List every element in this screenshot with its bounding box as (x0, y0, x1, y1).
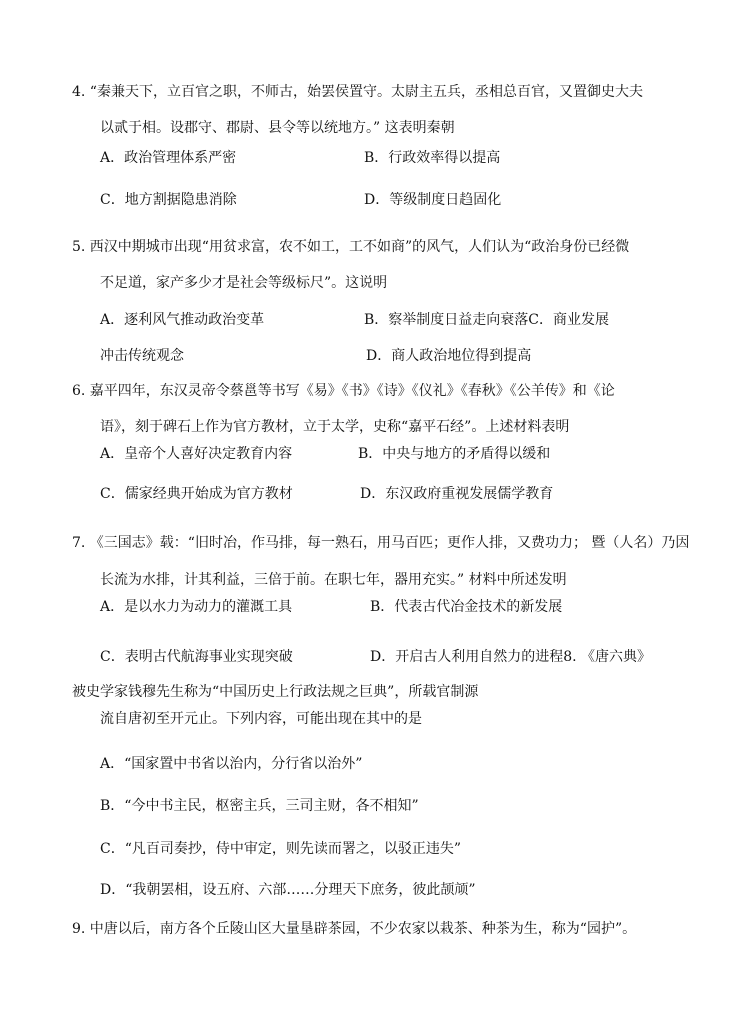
q8-stem-line-3: 流自唐初至开元止。下列内容，可能出现在其中的是 (100, 711, 422, 727)
q4-option-b: B．行政效率得以提高 (364, 150, 501, 166)
q6-stem-line-2: 语》，刻于碑石上作为官方教材，立于太学，史称“嘉平石经”。上述材料表明 (100, 419, 570, 435)
q4-option-a: A．政治管理体系严密 (100, 150, 237, 166)
q7-stem-line-2: 长流为水排，计其利益，三倍于前。在职七年，器用充实。” 材料中所述发明 (100, 572, 567, 588)
q7-stem-line-1: 7. 《三国志》载：“旧时冶，作马排，每一熟石，用马百匹；更作人排，又费功力； 暨（人名）乃因 (72, 535, 690, 551)
q5-option-b-c: B．察举制度日益走向衰落C．商业发展 (364, 312, 609, 328)
q8-option-c: C．“凡百司奏抄，侍中审定，则先读而署之，以驳正违失” (100, 841, 462, 857)
q7-option-d-q8-start: D．开启古人利用自然力的进程8. 《唐六典》 (370, 649, 652, 665)
q7-option-b: B．代表古代冶金技术的新发展 (370, 599, 563, 615)
q7-option-a: A．是以水力为动力的灌溉工具 (100, 599, 293, 615)
q7-option-c: C．表明古代航海事业实现突破 (100, 649, 293, 665)
q4-stem-line-2: 以贰于相。设郡守、郡尉、县令等以统地方。” 这表明秦朝 (100, 120, 455, 136)
q6-option-d: D．东汉政府重视发展儒学教育 (360, 486, 554, 502)
q6-option-c: C．儒家经典开始成为官方教材 (100, 486, 293, 502)
q8-stem-line-2: 被史学家钱穆先生称为“中国历史上行政法规之巨典”，所载官制源 (72, 684, 479, 700)
q9-stem-line-1: 9. 中唐以后，南方各个丘陵山区大量垦辟茶园，不少农家以栽茶、种茶为生，称为“园护”。 (72, 921, 637, 937)
q4-option-d: D．等级制度日趋固化 (364, 192, 502, 208)
q5-option-c-cont: 冲击传统观念 (100, 348, 184, 364)
q8-option-a: A．“国家置中书省以治内，分行省以治外” (100, 756, 363, 772)
q5-stem-line-1: 5. 西汉中期城市出现“用贫求富，农不如工，工不如商”的风气，人们认为“政治身份已经微 (72, 239, 630, 255)
q4-stem-line-1: 4. “秦兼天下，立百官之职，不师古，始罢侯置守。太尉主五兵，丞相总百官，又置御史大夫 (72, 84, 643, 100)
q6-option-a: A．皇帝个人喜好决定教育内容 (100, 446, 293, 462)
q5-stem-line-2: 不足道，家产多少才是社会等级标尺”。这说明 (100, 275, 388, 291)
q8-option-b: B．“今中书主民，枢密主兵，三司主财，各不相知” (100, 798, 419, 814)
q5-option-a: A．逐利风气推动政治变革 (100, 312, 265, 328)
q8-option-d: D．“我朝罢相，设五府、六部……分理天下庶务，彼此颉颃” (100, 882, 476, 898)
q6-stem-line-1: 6. 嘉平四年，东汉灵帝令蔡邕等书写《易》《书》《诗》《仪礼》《春秋》《公羊传》和《论 (72, 383, 615, 399)
q6-option-b: B．中央与地方的矛盾得以缓和 (358, 446, 551, 462)
q5-option-d: D．商人政治地位得到提高 (366, 348, 532, 364)
q4-option-c: C．地方割据隐患消除 (100, 192, 237, 208)
